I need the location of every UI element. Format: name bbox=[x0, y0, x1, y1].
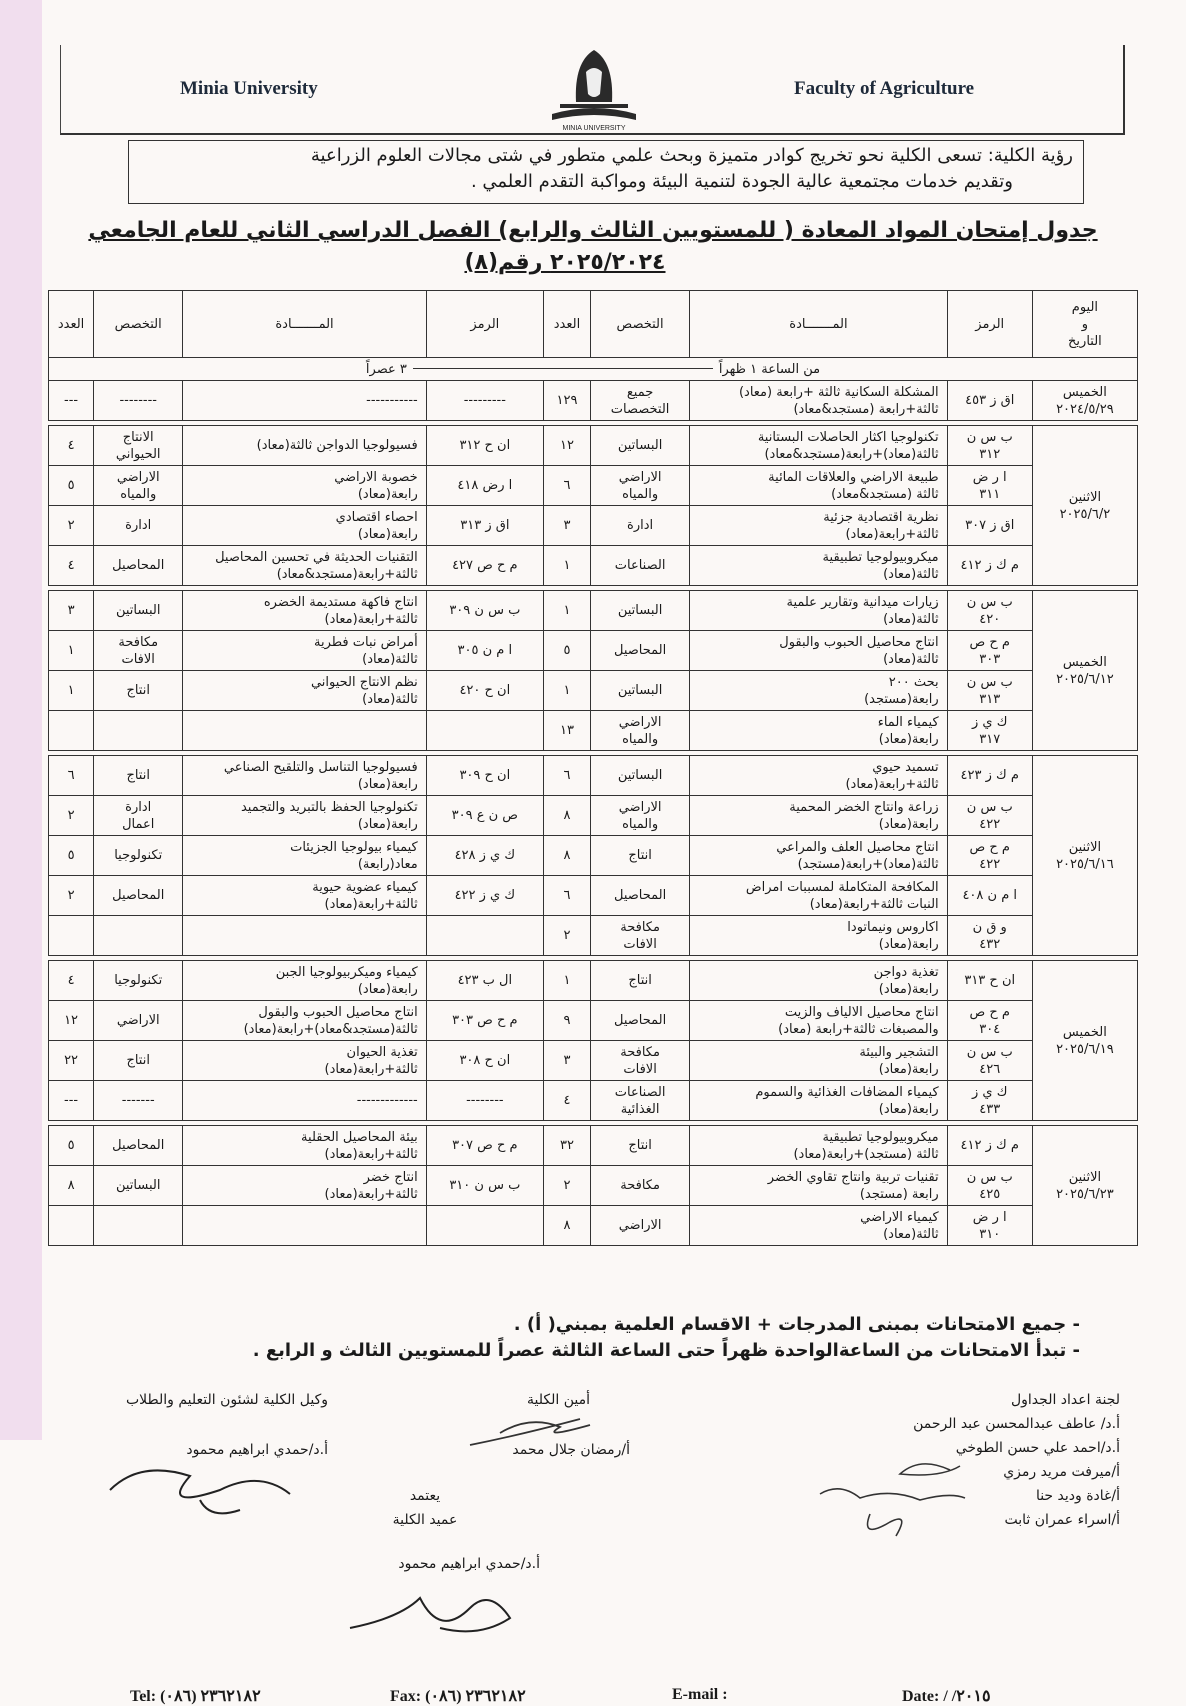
dean-block bbox=[360, 1484, 490, 1532]
footer-tel: Tel: (٠٨٦) ٢٣٦٢١٨٢ bbox=[130, 1688, 261, 1705]
count-cell: ١ bbox=[543, 961, 590, 1001]
col-day: اليوم و التاريخ bbox=[1032, 291, 1137, 358]
committee-member: أ.د/ عاطف عبدالمحسن عبد الرحمن bbox=[913, 1416, 1120, 1432]
table-row bbox=[49, 426, 1138, 466]
code-cell-2: ا م ن ٣٠٥ bbox=[426, 631, 543, 671]
secretary-name: أ/رمضان جلال محمد bbox=[512, 1442, 630, 1458]
code-cell: ا م ن ٤٠٨ bbox=[947, 876, 1032, 916]
subject-cell: انتاج محاصيل العلف والمراعي ثالثة(معاد)+رابعة(مستجد) bbox=[690, 836, 947, 876]
dean-approve: يعتمد bbox=[409, 1488, 441, 1504]
count-cell-2: ٥ bbox=[49, 466, 94, 506]
subject-cell: التشجير والبيئة رابعة(معاد) bbox=[690, 1041, 947, 1081]
footer-date: Date: / /٢٠١٥ bbox=[902, 1688, 991, 1705]
time-to: ٣ عصراً bbox=[365, 361, 407, 377]
subject-cell-2 bbox=[183, 916, 426, 956]
table-row bbox=[49, 1041, 1138, 1081]
committee-member: أ/ميرفت مريد رمزي bbox=[1003, 1464, 1120, 1480]
dean-name: أ.د/حمدي ابراهيم محمود bbox=[398, 1556, 540, 1572]
subject-cell-2: كيمياء بيولوجيا الجزيئات معاد(رابعة) bbox=[183, 836, 426, 876]
spec-cell-2: المحاصيل bbox=[94, 546, 183, 586]
table-row bbox=[49, 836, 1138, 876]
code-cell: م ح ص ٣٠٤ bbox=[947, 1001, 1032, 1041]
spec-cell: جميع التخصصات bbox=[591, 381, 690, 421]
subject-cell-2: تكنولوجيا الحفظ بالتبريد والتجميد رابعة(معاد) bbox=[183, 796, 426, 836]
code-cell-2: --------- bbox=[426, 381, 543, 421]
page-title: جدول إمتحان المواد المعادة ( للمستويين الثالث والرابع) الفصل الدراسي الثاني للعام الجامعي bbox=[88, 218, 1098, 243]
subject-cell-2: نظم الانتاج الحيواني ثالثة(معاد) bbox=[183, 671, 426, 711]
code-cell-2: ك ي ز ٤٢٢ bbox=[426, 876, 543, 916]
day-date-cell: الخميس ٢٠٢٥/٦/١٢ bbox=[1032, 591, 1137, 751]
vice-dean-title: وكيل الكلية لشئون التعليم والطلاب bbox=[125, 1392, 328, 1408]
code-cell: ا ر ض ٣١١ bbox=[947, 466, 1032, 506]
day-date-cell: الاثنين ٢٠٢٥/٦/٢ bbox=[1032, 426, 1137, 586]
subject-cell: كيمياء الماء رابعة(معاد) bbox=[690, 711, 947, 751]
count-cell: ٣ bbox=[543, 506, 590, 546]
spec-cell-2: المحاصيل bbox=[94, 1126, 183, 1166]
code-cell-2: ان ح ٣١٢ bbox=[426, 426, 543, 466]
spec-cell-2 bbox=[94, 1206, 183, 1246]
vision-line-2: وتقديم خدمات مجتمعية عالية الجودة لتنمية البيئة ومواكبة التقدم العلمي . bbox=[470, 171, 1013, 192]
code-cell: اق ز ٣٠٧ bbox=[947, 506, 1032, 546]
vision-box bbox=[128, 140, 1084, 204]
table-row bbox=[49, 796, 1138, 836]
count-cell: ٨ bbox=[543, 1206, 590, 1246]
code-cell: م ح ص ٤٢٢ bbox=[947, 836, 1032, 876]
count-cell: ٤ bbox=[543, 1081, 590, 1121]
footer-fax: Fax: (٠٨٦) ٢٣٦٢١٨٢ bbox=[390, 1688, 526, 1705]
spec-cell-2: البساتين bbox=[94, 591, 183, 631]
count-cell-2: ٢ bbox=[49, 506, 94, 546]
time-from: من الساعة ١ ظهراً bbox=[718, 361, 821, 377]
note-2: - تبدأ الامتحانات من الساعةالواحدة ظهراً حتى الساعة الثالثة عصراً للمستويين الثالث و الرابع . bbox=[252, 1340, 1080, 1361]
count-cell-2: ٢ bbox=[49, 796, 94, 836]
spec-cell-2: الاراضي bbox=[94, 1001, 183, 1041]
exam-schedule-table bbox=[48, 290, 1138, 1246]
count-cell-2: ٨ bbox=[49, 1166, 94, 1206]
count-cell-2: --- bbox=[49, 381, 94, 421]
code-cell-2 bbox=[426, 1206, 543, 1246]
subject-cell: انتاج محاصيل الحبوب والبقول ثالثة(معاد) bbox=[690, 631, 947, 671]
spec-cell: المحاصيل bbox=[591, 1001, 690, 1041]
col-code-2: الرمز bbox=[426, 291, 543, 358]
vision-line-1: رؤية الكلية: تسعى الكلية نحو تخريج كوادر متميزة وبحث علمي متطور في شتى مجالات العلوم الزراعية bbox=[310, 145, 1073, 166]
code-cell-2: م ح ص ٣٠٧ bbox=[426, 1126, 543, 1166]
spec-cell-2: البساتين bbox=[94, 1166, 183, 1206]
spec-cell-2 bbox=[94, 711, 183, 751]
vice-dean-signature bbox=[100, 1450, 310, 1530]
code-cell: م ح ص ٣٠٣ bbox=[947, 631, 1032, 671]
table-row bbox=[49, 1206, 1138, 1246]
subject-cell: اكاروس ونيماتودا رابعة(معاد) bbox=[690, 916, 947, 956]
day-date-cell: الخميس ٢٠٢٤/٥/٢٩ bbox=[1032, 381, 1137, 421]
code-cell: ب س ن ٤٢٥ bbox=[947, 1166, 1032, 1206]
count-cell-2: ٥ bbox=[49, 836, 94, 876]
spec-cell: البساتين bbox=[591, 426, 690, 466]
table-row bbox=[49, 1126, 1138, 1166]
code-cell: ب س ن ٤٢٠ bbox=[947, 591, 1032, 631]
spec-cell: البساتين bbox=[591, 671, 690, 711]
count-cell-2: ١٢ bbox=[49, 1001, 94, 1041]
spec-cell-2: تكنولوجيا bbox=[94, 836, 183, 876]
subject-cell: طبيعة الاراضي والعلاقات المائية ثالثة (مستجد&معاد) bbox=[690, 466, 947, 506]
subject-cell-2: انتاج محاصيل الحبوب والبقول ثالثة(مستجد&معاد)+رابعة(معاد) bbox=[183, 1001, 426, 1041]
vice-dean-name: أ.د/حمدي ابراهيم محمود bbox=[186, 1442, 328, 1458]
subject-cell-2: كيمياء عضوية حيوية ثالثة+رابعة(معاد) bbox=[183, 876, 426, 916]
col-spec: التخصص bbox=[591, 291, 690, 358]
committee-member: أ/اسراء عمران ثابت bbox=[1004, 1512, 1120, 1528]
code-cell: ك ي ز ٣١٧ bbox=[947, 711, 1032, 751]
committee-member: أ.د/احمد علي حسن الطوخي bbox=[955, 1440, 1120, 1456]
day-date-cell: الخميس ٢٠٢٥/٦/١٩ bbox=[1032, 961, 1137, 1121]
col-spec-2: التخصص bbox=[94, 291, 183, 358]
count-cell-2: ٢٢ bbox=[49, 1041, 94, 1081]
subject-cell-2: احصاء اقتصادي رابعة(معاد) bbox=[183, 506, 426, 546]
time-row bbox=[49, 358, 1138, 381]
subject-cell: بحث ٢٠٠ رابعة(مستجد) bbox=[690, 671, 947, 711]
code-cell-2: ب س ن ٣٠٩ bbox=[426, 591, 543, 631]
code-cell: م ك ز ٤٢٣ bbox=[947, 756, 1032, 796]
subject-cell-2: ------------- bbox=[183, 1081, 426, 1121]
spec-cell: مكافحة bbox=[591, 1166, 690, 1206]
university-name: Minia University bbox=[180, 78, 318, 99]
code-cell: م ك ز ٤١٢ bbox=[947, 546, 1032, 586]
spec-cell: الصناعات الغذائية bbox=[591, 1081, 690, 1121]
count-cell: ٥ bbox=[543, 631, 590, 671]
spec-cell: المحاصيل bbox=[591, 876, 690, 916]
spec-cell: الاراضي والمياه bbox=[591, 711, 690, 751]
code-cell-2: م ح ص ٣٠٣ bbox=[426, 1001, 543, 1041]
faculty-name: Faculty of Agriculture bbox=[794, 78, 975, 99]
subject-cell: كيمياء الاراضي ثالثة(معاد) bbox=[690, 1206, 947, 1246]
count-cell: ١٣ bbox=[543, 711, 590, 751]
code-cell: ا ر ض ٣١٠ bbox=[947, 1206, 1032, 1246]
university-logo bbox=[546, 42, 642, 134]
spec-cell-2: ------- bbox=[94, 1081, 183, 1121]
logo-text: MINIA UNIVERSITY bbox=[562, 125, 626, 132]
code-cell-2: م ح ص ٤٢٧ bbox=[426, 546, 543, 586]
spec-cell: ادارة bbox=[591, 506, 690, 546]
subject-cell-2: أمراض نبات فطرية ثالثة(معاد) bbox=[183, 631, 426, 671]
col-count-2: العدد bbox=[49, 291, 94, 358]
subject-cell: تكنولوجيا اكثار الحاصلات البستانية ثالثة(معاد)+رابعة(مستجد&معاد) bbox=[690, 426, 947, 466]
count-cell-2: ٣ bbox=[49, 591, 94, 631]
code-cell-2: -------- bbox=[426, 1081, 543, 1121]
table-row bbox=[49, 711, 1138, 751]
spec-cell: الاراضي والمياه bbox=[591, 796, 690, 836]
code-cell-2: ان ح ٣٠٩ bbox=[426, 756, 543, 796]
dean-signature bbox=[340, 1578, 540, 1648]
subject-cell: كيمياء المضافات الغذائية والسموم رابعة(معاد) bbox=[690, 1081, 947, 1121]
table-row bbox=[49, 961, 1138, 1001]
day-date-cell: الاثنين ٢٠٢٥/٦/٢٣ bbox=[1032, 1126, 1137, 1246]
day-date-cell: الاثنين ٢٠٢٥/٦/١٦ bbox=[1032, 756, 1137, 956]
spec-cell: انتاج bbox=[591, 1126, 690, 1166]
subject-cell: تقنيات تربية وانتاج تقاوي الخضر رابعة (مستجد) bbox=[690, 1166, 947, 1206]
count-cell-2: ٤ bbox=[49, 426, 94, 466]
subject-cell: ميكروبيولوجيا تطبيقية ثالثة (مستجد)+رابعة(معاد) bbox=[690, 1126, 947, 1166]
secretary-signature bbox=[460, 1405, 620, 1455]
table-row bbox=[49, 466, 1138, 506]
count-cell: ١ bbox=[543, 671, 590, 711]
spec-cell-2: تكنولوجيا bbox=[94, 961, 183, 1001]
count-cell: ٣٢ bbox=[543, 1126, 590, 1166]
spec-cell-2: انتاج bbox=[94, 756, 183, 796]
spec-cell: انتاج bbox=[591, 836, 690, 876]
subject-cell-2: ----------- bbox=[183, 381, 426, 421]
subject-cell: تغذية دواجن رابعة(معاد) bbox=[690, 961, 947, 1001]
code-cell: م ك ز ٤١٢ bbox=[947, 1126, 1032, 1166]
count-cell-2 bbox=[49, 711, 94, 751]
subject-cell-2 bbox=[183, 1206, 426, 1246]
col-subject-2: المـــــــادة bbox=[183, 291, 426, 358]
subject-cell-2: بيئة المحاصيل الحقلية ثالثة+رابعة(معاد) bbox=[183, 1126, 426, 1166]
code-cell-2: ك ي ز ٤٢٨ bbox=[426, 836, 543, 876]
count-cell: ٨ bbox=[543, 796, 590, 836]
count-cell-2: ٤ bbox=[49, 546, 94, 586]
code-cell: ك ي ز ٤٣٣ bbox=[947, 1081, 1032, 1121]
count-cell: ٢ bbox=[543, 1166, 590, 1206]
spec-cell: الاراضي bbox=[591, 1206, 690, 1246]
code-cell-2 bbox=[426, 711, 543, 751]
table-row bbox=[49, 756, 1138, 796]
count-cell: ٣ bbox=[543, 1041, 590, 1081]
subject-cell-2: فسيولوجيا التناسل والتلقيح الصناعي رابعة(معاد) bbox=[183, 756, 426, 796]
spec-cell: مكافحة الافات bbox=[591, 916, 690, 956]
table-row bbox=[49, 671, 1138, 711]
spec-cell-2: -------- bbox=[94, 381, 183, 421]
col-count: العدد bbox=[543, 291, 590, 358]
spec-cell-2: المحاصيل bbox=[94, 876, 183, 916]
subject-cell-2: تغذية الحيوان ثالثة+رابعة(معاد) bbox=[183, 1041, 426, 1081]
committee-member: أ/غادة وديد حنا bbox=[1035, 1488, 1120, 1504]
count-cell-2: --- bbox=[49, 1081, 94, 1121]
spec-cell: الصناعات bbox=[591, 546, 690, 586]
spec-cell: المحاصيل bbox=[591, 631, 690, 671]
subject-cell-2: فسيولوجيا الدواجن ثالثة(معاد) bbox=[183, 426, 426, 466]
code-cell-2: ب س ن ٣١٠ bbox=[426, 1166, 543, 1206]
table-row bbox=[49, 506, 1138, 546]
subject-cell-2: انتاج فاكهة مستديمة الخضره ثالثة+رابعة(معاد) bbox=[183, 591, 426, 631]
count-cell-2: ٥ bbox=[49, 1126, 94, 1166]
count-cell: ١ bbox=[543, 591, 590, 631]
table-row bbox=[49, 1166, 1138, 1206]
count-cell-2: ١ bbox=[49, 631, 94, 671]
subject-cell-2: كيمياء وميكربيولوجيا الجبن رابعة(معاد) bbox=[183, 961, 426, 1001]
code-cell-2: ا رض ٤١٨ bbox=[426, 466, 543, 506]
table-row bbox=[49, 591, 1138, 631]
table-row bbox=[49, 1081, 1138, 1121]
committee-signatures bbox=[800, 1452, 970, 1542]
table-row bbox=[49, 876, 1138, 916]
spec-cell-2: انتاج bbox=[94, 671, 183, 711]
subject-cell-2: انتاج خضر ثالثة+رابعة(معاد) bbox=[183, 1166, 426, 1206]
count-cell-2 bbox=[49, 916, 94, 956]
spec-cell: مكافحة الافات bbox=[591, 1041, 690, 1081]
col-code: الرمز bbox=[947, 291, 1032, 358]
count-cell: ٩ bbox=[543, 1001, 590, 1041]
count-cell: ١٢ bbox=[543, 426, 590, 466]
count-cell-2 bbox=[49, 1206, 94, 1246]
count-cell: ٦ bbox=[543, 466, 590, 506]
dean-title: عميد الكلية bbox=[392, 1512, 458, 1528]
count-cell: ١٢٩ bbox=[543, 381, 590, 421]
committee-title: لجنة اعداد الجداول bbox=[1010, 1392, 1120, 1408]
code-cell-2: ال ب ٤٢٣ bbox=[426, 961, 543, 1001]
subject-cell-2 bbox=[183, 711, 426, 751]
table-row bbox=[49, 381, 1138, 421]
subject-cell: المشكلة السكانية ثالثة +رابعة (معاد) ثالثة+رابعة (مستجد&معاد) bbox=[690, 381, 947, 421]
code-cell: ب س ن ٤٢٢ bbox=[947, 796, 1032, 836]
spec-cell-2: الاراضي والمياه bbox=[94, 466, 183, 506]
spec-cell-2: انتاج bbox=[94, 1041, 183, 1081]
spec-cell: انتاج bbox=[591, 961, 690, 1001]
footer-email: E-mail : bbox=[672, 1686, 728, 1703]
count-cell-2: ١ bbox=[49, 671, 94, 711]
table-row bbox=[49, 546, 1138, 586]
spec-cell-2 bbox=[94, 916, 183, 956]
count-cell: ٦ bbox=[543, 756, 590, 796]
count-cell: ٦ bbox=[543, 876, 590, 916]
subject-cell: انتاج محاصيل الالياف والزيت والمصبغات ثالثة+رابعة (معاد) bbox=[690, 1001, 947, 1041]
spec-cell: البساتين bbox=[591, 591, 690, 631]
count-cell-2: ٤ bbox=[49, 961, 94, 1001]
code-cell: ب س ن ٤٢٦ bbox=[947, 1041, 1032, 1081]
subject-cell: تسميد حيوي ثالثة+رابعة(معاد) bbox=[690, 756, 947, 796]
code-cell-2: ان ح ٤٢٠ bbox=[426, 671, 543, 711]
subject-cell-2: خصوبة الاراضي رابعة(معاد) bbox=[183, 466, 426, 506]
subject-cell: المكافحة المتكاملة لمسببات امراض النبات ثالثة+رابعة(معاد) bbox=[690, 876, 947, 916]
code-cell-2: اق ز ٣١٣ bbox=[426, 506, 543, 546]
table-row bbox=[49, 1001, 1138, 1041]
subject-cell: زراعة وانتاج الخضر المحمية رابعة(معاد) bbox=[690, 796, 947, 836]
table-row bbox=[49, 916, 1138, 956]
spec-cell-2: مكافحة الافات bbox=[94, 631, 183, 671]
spec-cell: البساتين bbox=[591, 756, 690, 796]
note-1: - جميع الامتحانات بمبنى المدرجات + الاقسام العلمية بمبني( أ) . bbox=[513, 1314, 1080, 1335]
page-subtitle: ٢٠٢٥/٢٠٢٤ رقم(٨) bbox=[464, 250, 666, 275]
count-cell-2: ٦ bbox=[49, 756, 94, 796]
code-cell: اق ز ٤٥٣ bbox=[947, 381, 1032, 421]
subject-cell: نظرية اقتصادية جزئية ثالثة+رابعة(معاد) bbox=[690, 506, 947, 546]
left-color-band bbox=[0, 0, 42, 1440]
code-cell: ب س ن ٣١٣ bbox=[947, 671, 1032, 711]
col-subject: المـــــــادة bbox=[690, 291, 947, 358]
subject-cell-2: التقنيات الحديثة في تحسين المحاصيل ثالثة+رابعة(مستجد&معاد) bbox=[183, 546, 426, 586]
code-cell-2 bbox=[426, 916, 543, 956]
count-cell-2: ٢ bbox=[49, 876, 94, 916]
count-cell: ٨ bbox=[543, 836, 590, 876]
code-cell: و ق ن ٤٣٢ bbox=[947, 916, 1032, 956]
code-cell: ب س ن ٣١٢ bbox=[947, 426, 1032, 466]
table-row bbox=[49, 631, 1138, 671]
count-cell: ٢ bbox=[543, 916, 590, 956]
secretary-title: أمين الكلية bbox=[527, 1392, 590, 1408]
spec-cell-2: ادارة اعمال bbox=[94, 796, 183, 836]
subject-cell: زيارات ميدانية وتقارير علمية ثالثة(معاد) bbox=[690, 591, 947, 631]
code-cell-2: ص ن ع ٣٠٩ bbox=[426, 796, 543, 836]
code-cell: ان ح ٣١٣ bbox=[947, 961, 1032, 1001]
count-cell: ١ bbox=[543, 546, 590, 586]
spec-cell-2: ادارة bbox=[94, 506, 183, 546]
code-cell-2: ان ح ٣٠٨ bbox=[426, 1041, 543, 1081]
spec-cell-2: الانتاج الحيواني bbox=[94, 426, 183, 466]
spec-cell: الاراضي والمياه bbox=[591, 466, 690, 506]
subject-cell: ميكروبيولوجيا تطبيقية ثالثة(معاد) bbox=[690, 546, 947, 586]
